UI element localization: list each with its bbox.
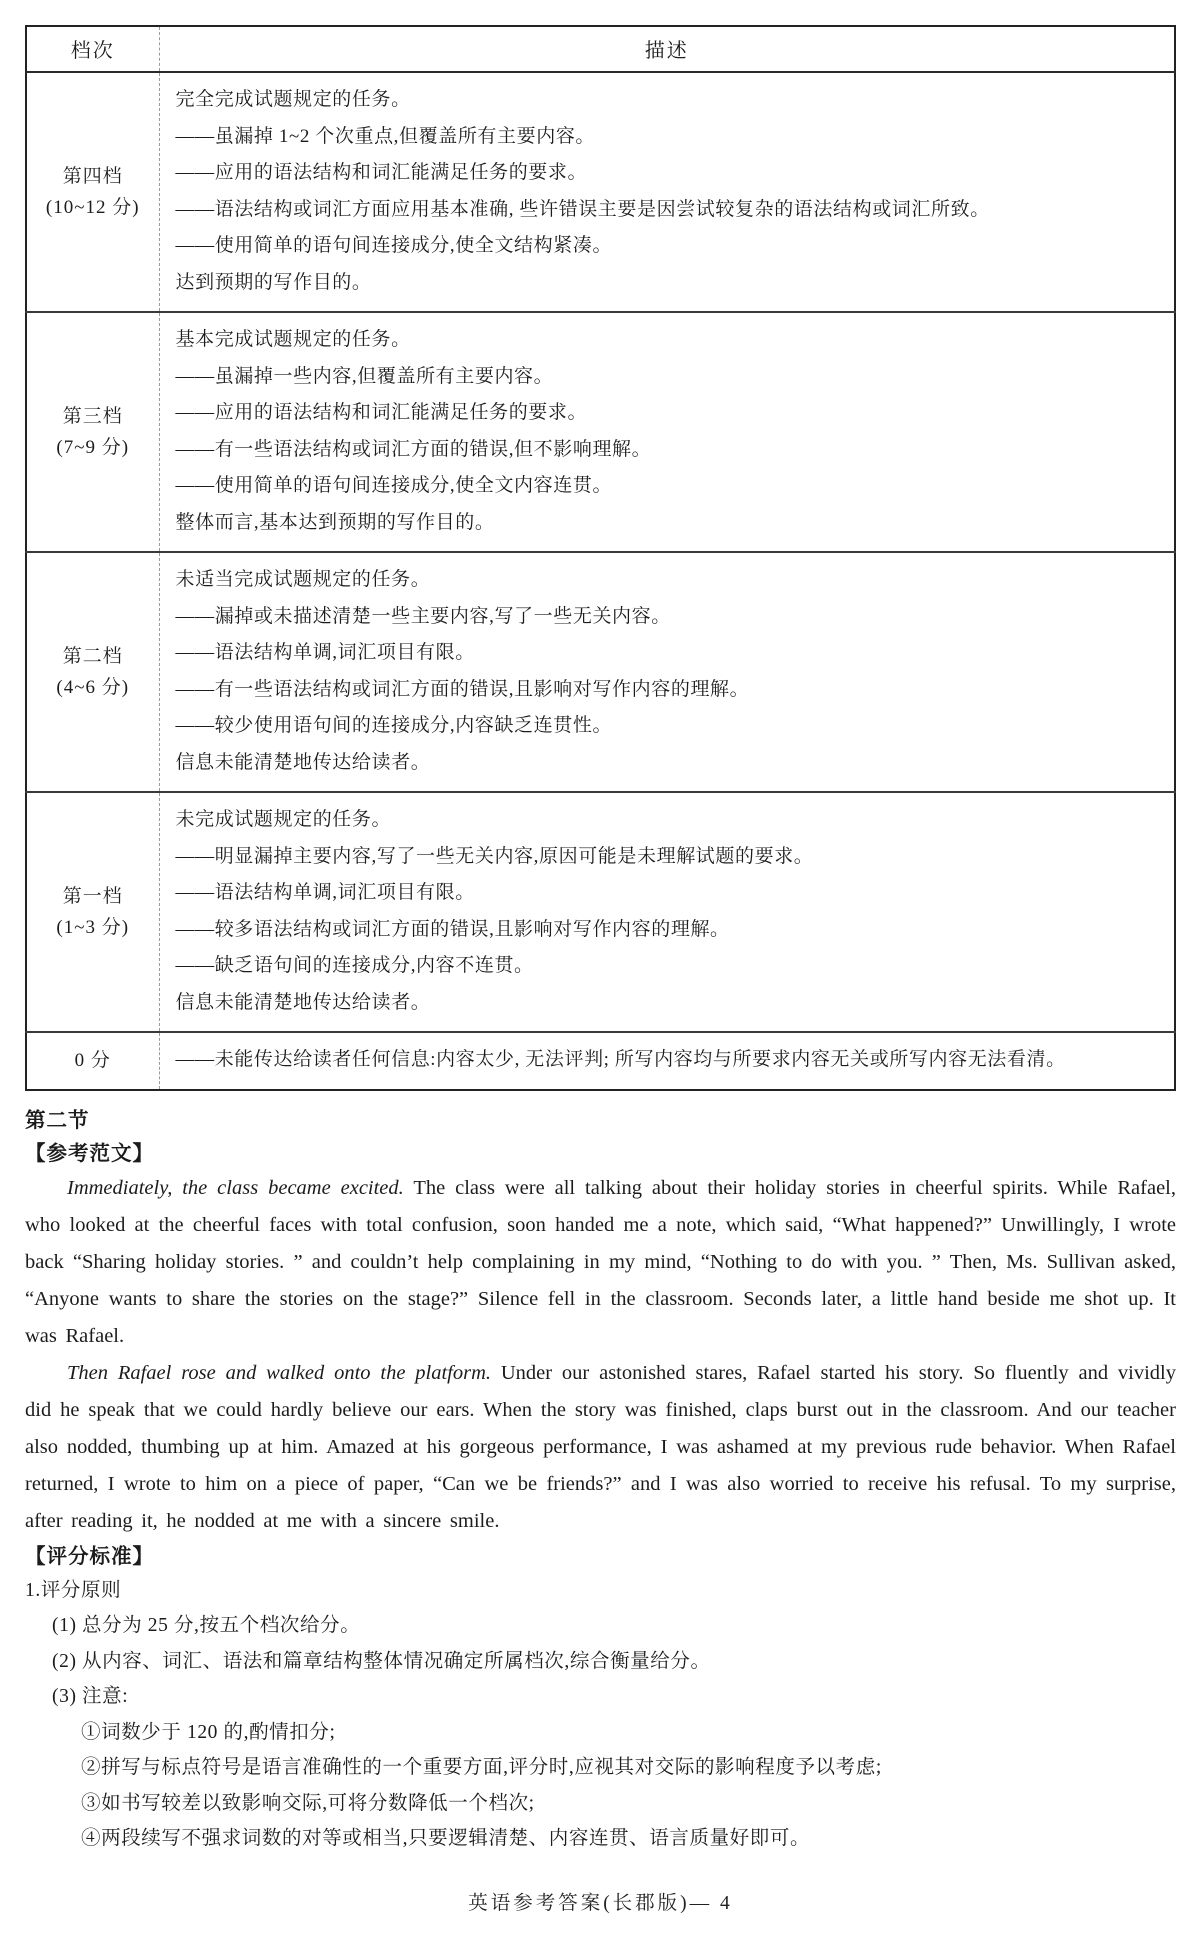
- scoring-principle: (2) 从内容、词汇、语法和篇章结构整体情况确定所属档次,综合衡量给分。: [52, 1650, 711, 1672]
- level-score-range: (1~3 分): [56, 917, 130, 938]
- section-two-heading: 第二节: [25, 1108, 90, 1132]
- rubric-row-level2: [26, 552, 1175, 792]
- essay-paragraph-2-lead: Then Rafael rose and walked onto the platform.: [67, 1361, 492, 1384]
- sample-essay-heading: 【参考范文】: [25, 1141, 154, 1165]
- scoring-criteria: [25, 1573, 1176, 1857]
- grading-rubric-table: [25, 25, 1176, 1091]
- desc-line: 未适当完成试题规定的任务。: [175, 569, 431, 590]
- rubric-row-level1: [26, 792, 1175, 1032]
- rubric-row-level4: [26, 72, 1175, 312]
- zero-description-cell: [159, 1032, 1175, 1090]
- level2-description-cell: [159, 552, 1175, 792]
- level-name: 第一档: [62, 886, 123, 907]
- desc-line: 基本完成试题规定的任务。: [175, 329, 411, 350]
- desc-line: ——有一些语法结构或词汇方面的错误,但不影响理解。: [175, 438, 652, 460]
- desc-line: ——应用的语法结构和词汇能满足任务的要求。: [175, 162, 588, 183]
- level-name: 第四档: [62, 166, 123, 187]
- rubric-row-level3: [26, 312, 1175, 552]
- essay-paragraph-2: [25, 1355, 1176, 1540]
- essay-paragraph-1-body: The class were all talking about their holiday stories in cheerful spirits. While Rafael, who looked at the cheerful faces with total confusion, soon handed me a note, which said, “What happened?” Unwillingly, I wrote back “Sharing holiday stories. ” and couldn’t help complaining in my mind, “Nothing to do with you. ” Then, Ms. Sullivan asked, “Anyone wants to share the stories on the stage?” Silence fell in the classroom. Seconds later, a little hand beside me shot up. It was Rafael.: [25, 1176, 1176, 1347]
- desc-line: ——较少使用语句间的连接成分,内容缺乏连贯性。: [175, 715, 613, 736]
- desc-line: 达到预期的写作目的。: [175, 271, 372, 293]
- desc-line: ——漏掉或未描述清楚一些主要内容,写了一些无关内容。: [175, 605, 671, 627]
- level4-description-cell: [159, 72, 1175, 312]
- desc-line: 信息未能清楚地传达给读者。: [175, 751, 431, 773]
- desc-line: ——未能传达给读者任何信息:内容太少, 无法评判; 所写内容均与所要求内容无关或所写内容无法看清。: [175, 1049, 1066, 1070]
- desc-line: 信息未能清楚地传达给读者。: [175, 991, 431, 1013]
- zero-label-cell: [26, 1032, 159, 1090]
- desc-line: ——虽漏掉 1~2 个次重点,但覆盖所有主要内容。: [175, 125, 596, 147]
- level-name: 第三档: [62, 406, 123, 427]
- level-score-range: (7~9 分): [56, 437, 130, 458]
- essay-paragraph-1-lead: Immediately, the class became excited.: [67, 1176, 404, 1199]
- desc-line: 完全完成试题规定的任务。: [175, 89, 411, 110]
- level1-description-cell: [159, 792, 1175, 1032]
- desc-line: ——语法结构单调,词汇项目有限。: [175, 642, 475, 663]
- desc-line: ——使用简单的语句间连接成分,使全文内容连贯。: [175, 475, 613, 496]
- level-name: 第二档: [62, 646, 123, 667]
- sample-essay: [25, 1170, 1176, 1540]
- desc-line: ——应用的语法结构和词汇能满足任务的要求。: [175, 402, 588, 423]
- desc-line: ——语法结构或词汇方面应用基本准确, 些许错误主要是因尝试较复杂的语法结构或词汇所致。: [175, 198, 990, 220]
- level3-description-cell: [159, 312, 1175, 552]
- level-score-range: (4~6 分): [56, 677, 130, 698]
- rubric-header-row: [26, 26, 1175, 72]
- scoring-note: ④两段续写不强求词数的对等或相当,只要逻辑清楚、内容连贯、语言质量好即可。: [81, 1828, 811, 1849]
- rubric-row-zero: [26, 1032, 1175, 1090]
- desc-line: ——较多语法结构或词汇方面的错误,且影响对写作内容的理解。: [175, 918, 730, 940]
- scoring-criteria-heading: 【评分标准】: [25, 1544, 154, 1568]
- rubric-header: [26, 26, 1175, 72]
- desc-line: ——虽漏掉一些内容,但覆盖所有主要内容。: [175, 365, 554, 387]
- page-footer: 英语参考答案(长郡版)— 4: [468, 1892, 733, 1914]
- desc-line: 未完成试题规定的任务。: [175, 809, 392, 830]
- level1-label-cell: [26, 792, 159, 1032]
- desc-line: ——语法结构单调,词汇项目有限。: [175, 882, 475, 903]
- level3-label-cell: [26, 312, 159, 552]
- level-score-range: (10~12 分): [45, 197, 140, 218]
- rubric-header-level: 档次: [26, 26, 159, 72]
- level-name: 0 分: [74, 1050, 111, 1072]
- desc-line: ——明显漏掉主要内容,写了一些无关内容,原因可能是未理解试题的要求。: [175, 845, 814, 867]
- level4-label-cell: [26, 72, 159, 312]
- level2-label-cell: [26, 552, 159, 792]
- essay-paragraph-2-body: Under our astonished stares, Rafael started his story. So fluently and vividly did he speak that we could hardly believe our ears. When the story was finished, claps burst out in the classroom. And our teacher also nodded, thumbing up at him. Amazed at his gorgeous performance, I was ashamed at my previous rude behavior. When Rafael returned, I wrote to him on a piece of paper, “Can we be friends?” and I was also worried to receive his refusal. To my surprise, after reading it, he nodded at me with a sincere smile.: [25, 1361, 1176, 1532]
- desc-line: 整体而言,基本达到预期的写作目的。: [175, 511, 495, 533]
- scoring-note: ①词数少于 120 的,酌情扣分;: [81, 1721, 336, 1743]
- desc-line: ——缺乏语句间的连接成分,内容不连贯。: [175, 955, 534, 976]
- desc-line: ——有一些语法结构或词汇方面的错误,且影响对写作内容的理解。: [175, 678, 750, 700]
- desc-line: ——使用简单的语句间连接成分,使全文结构紧凑。: [175, 235, 613, 256]
- scoring-principle: (3) 注意:: [52, 1686, 129, 1707]
- scoring-principle: (1) 总分为 25 分,按五个档次给分。: [52, 1615, 361, 1636]
- essay-paragraph-1: [25, 1170, 1176, 1355]
- scoring-note: ③如书写较差以致影响交际,可将分数降低一个档次;: [81, 1792, 535, 1814]
- scoring-note: ②拼写与标点符号是语言准确性的一个重要方面,评分时,应视其对交际的影响程度予以考虑;: [81, 1757, 882, 1778]
- rubric-header-description: 描述: [159, 26, 1175, 72]
- scoring-principles-title: 1.评分原则: [25, 1579, 122, 1601]
